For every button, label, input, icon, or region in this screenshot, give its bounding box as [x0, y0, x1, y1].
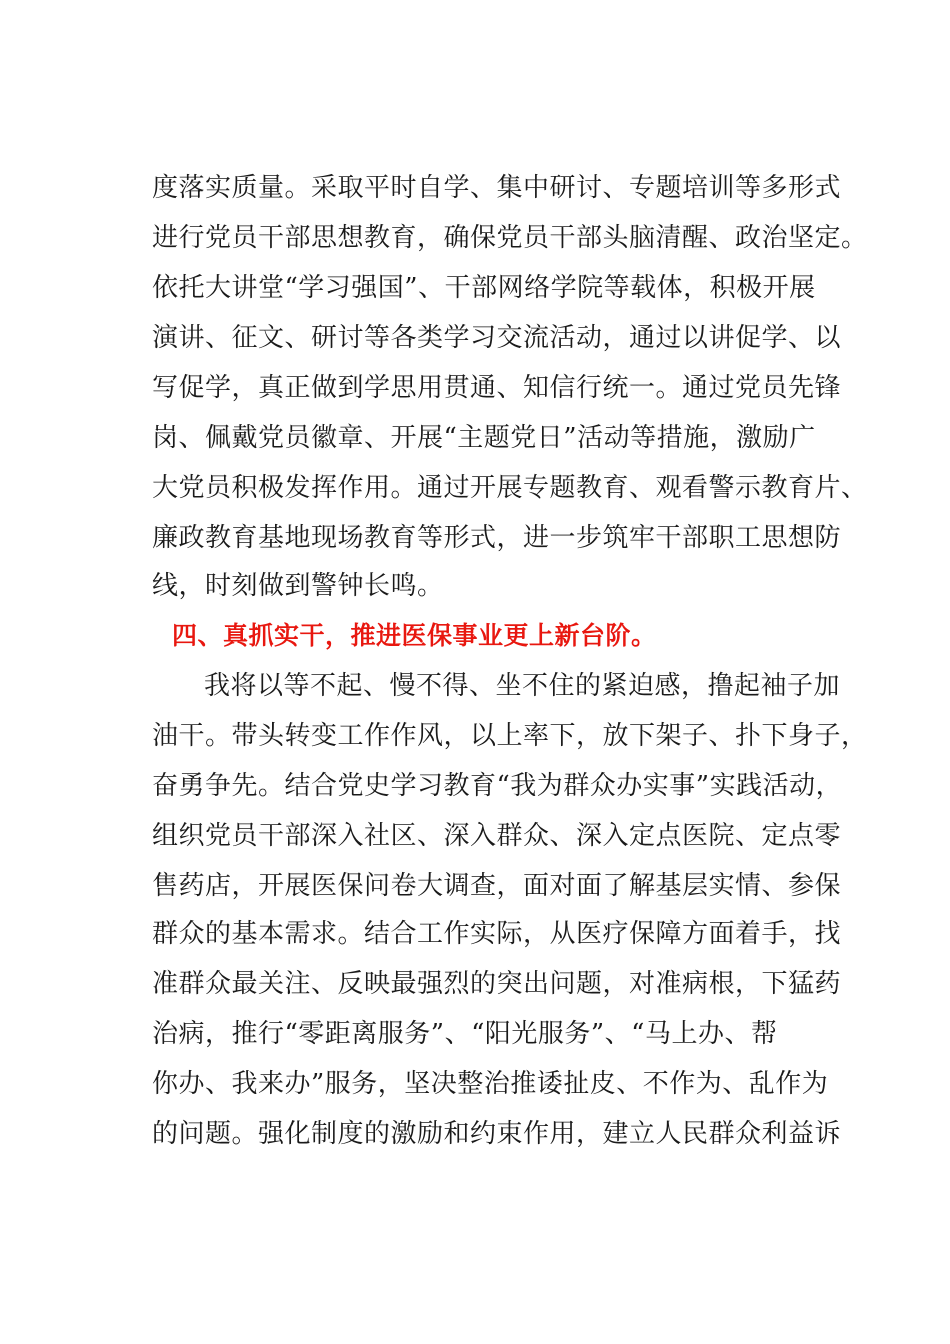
text-line: 写促学，真正做到学思用贯通、知信行统一。通过党员先锋: [152, 373, 842, 403]
text-line: 治病，推行“零距离服务”、“阳光服务”、“马上办、帮: [152, 1019, 778, 1049]
text-line: 我将以等不起、慢不得、坐不住的紧迫感，撸起袖子加: [204, 671, 841, 701]
text-line: 售药店，开展医保问卷大调查，面对面了解基层实情、参保: [152, 871, 842, 901]
text-line: 大党员积极发挥作用。通过开展专题教育、观看警示教育片、: [152, 473, 868, 503]
text-line: 演讲、征文、研讨等各类学习交流活动，通过以讲促学、以: [152, 323, 842, 353]
section-heading: 四、真抓实干，推进医保事业更上新台阶。: [172, 621, 657, 650]
text-line: 岗、佩戴党员徽章、开展“主题党日”活动等措施，激励广: [152, 423, 816, 453]
text-line: 组织党员干部深入社区、深入群众、深入定点医院、定点零: [152, 821, 842, 851]
text-line: 依托大讲堂“学习强国”、干部网络学院等载体，积极开展: [152, 273, 816, 303]
text-line: 度落实质量。采取平时自学、集中研讨、专题培训等多形式: [152, 173, 842, 203]
text-line: 油干。带头转变工作作风，以上率下，放下架子、扑下身子，: [152, 721, 868, 751]
text-line: 廉政教育基地现场教育等形式，进一步筑牢干部职工思想防: [152, 523, 842, 553]
text-line: 线，时刻做到警钟长鸣。: [152, 571, 444, 601]
text-line: 的问题。强化制度的激励和约束作用，建立人民群众利益诉: [152, 1119, 842, 1149]
text-line: 准群众最关注、反映最强烈的突出问题，对准病根，下猛药: [152, 969, 842, 999]
text-line: 你办、我来办”服务，坚决整治推诿扯皮、不作为、乱作为: [152, 1069, 829, 1099]
text-line: 群众的基本需求。结合工作实际，从医疗保障方面着手，找: [152, 919, 842, 949]
text-line: 进行党员干部思想教育，确保党员干部头脑清醒、政治坚定。: [152, 223, 868, 253]
text-line: 奋勇争先。结合党史学习教育“我为群众办实事”实践活动，: [152, 771, 843, 801]
